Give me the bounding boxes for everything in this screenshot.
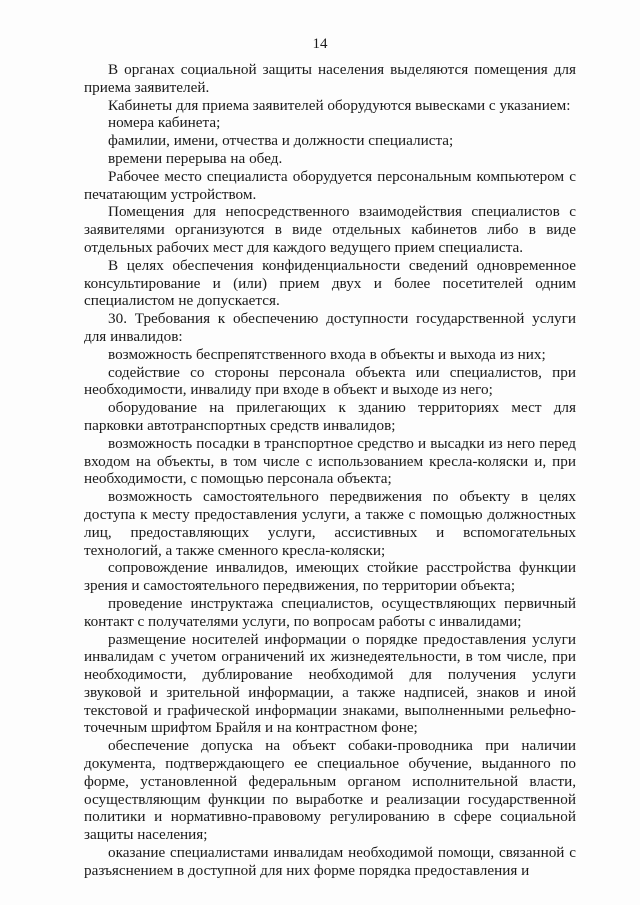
list-item-information: размещение носителей информации о порядке предоставления услуги инвалидам с учетом ограничений их жизнедеятельности, в том числе, при необходимости, дублирование необходимой для получения услуги звуковой и зрительной информации, а также надписей, знаков и иной текстовой и графической информации знаками, выполненными рельефно-точечным шрифтом Брайля и на контрастном фоне; — [84, 630, 576, 737]
list-item-help-explanation: оказание специалистами инвалидам необходимой помощи, связанной с разъяснением в доступной для них форме порядка предоставления и — [84, 844, 576, 879]
paragraph-cabinets-signs: Кабинеты для приема заявителей оборудуются вывесками с указанием: — [108, 96, 571, 114]
list-item-specialist-name: фамилии, имени, отчества и должности специалиста; — [108, 132, 454, 150]
list-item-parking: оборудование на прилегающих к зданию территориях мест для парковки автотранспортных средств инвалидов; — [84, 399, 576, 434]
document-body — [84, 61, 576, 880]
paragraph-section-30: 30. Требования к обеспечению доступности государственной услуги для инвалидов: — [84, 310, 576, 345]
list-item-staff-assistance: содействие со стороны персонала объекта или специалистов, при необходимости, инвалиду при входе в объект и выходе из него; — [84, 363, 576, 399]
page-number: 14 — [312, 36, 328, 52]
paragraph-workplace: Рабочее место специалиста оборудуется персональным компьютером с печатающим устройством. — [84, 167, 576, 203]
list-item-movement: возможность самостоятельного передвижения по объекту в целях доступа к месту предоставления услуги, а также с помощью должностных лиц, предоставляющих услуги, ассистивных и вспомогательных технологий, а также сменного кресла-коляски; — [84, 488, 576, 559]
paragraph-interaction-rooms: Помещения для непосредственного взаимодействия специалистов с заявителями организуются в виде отдельных кабинетов либо в виде отдельных рабочих мест для каждого ведущего прием специалиста. — [84, 203, 576, 256]
list-item-boarding: возможность посадки в транспортное средство и высадки из него перед входом на объекты, в том числе с использованием кресла-коляски и, при необходимости, с помощью персонала объекта; — [84, 434, 576, 488]
list-item-escort: сопровождение инвалидов, имеющих стойкие расстройства функции зрения и самостоятельного передвижения, по территории объекта; — [84, 559, 576, 595]
list-item-lunch-break: времени перерыва на обед. — [108, 149, 283, 167]
paragraph-premises: В органах социальной защиты населения выделяются помещения для приема заявителей. — [84, 61, 576, 96]
list-item-entry-exit: возможность беспрепятственного входа в объекты и выхода из них; — [108, 345, 546, 363]
list-item-briefing: проведение инструктажа специалистов, осуществляющих первичный контакт с получателями услуги, по вопросам работы с инвалидами; — [84, 594, 576, 630]
list-item-guide-dog: обеспечение допуска на объект собаки-проводника при наличии документа, подтверждающего ее специальное обучение, выданного по форме, установленной федеральным органом исполнительной власти, осуществляющим функции по выработке и реализации государственной политики и нормативно-правовому регулированию в сфере социальной защиты населения; — [84, 737, 576, 844]
paragraph-confidentiality: В целях обеспечения конфиденциальности сведений одновременное консультирование и (или) прием двух и более посетителей одним специалистом не допускается. — [84, 256, 576, 310]
list-item-cabinet-number: номера кабинета; — [108, 114, 221, 132]
